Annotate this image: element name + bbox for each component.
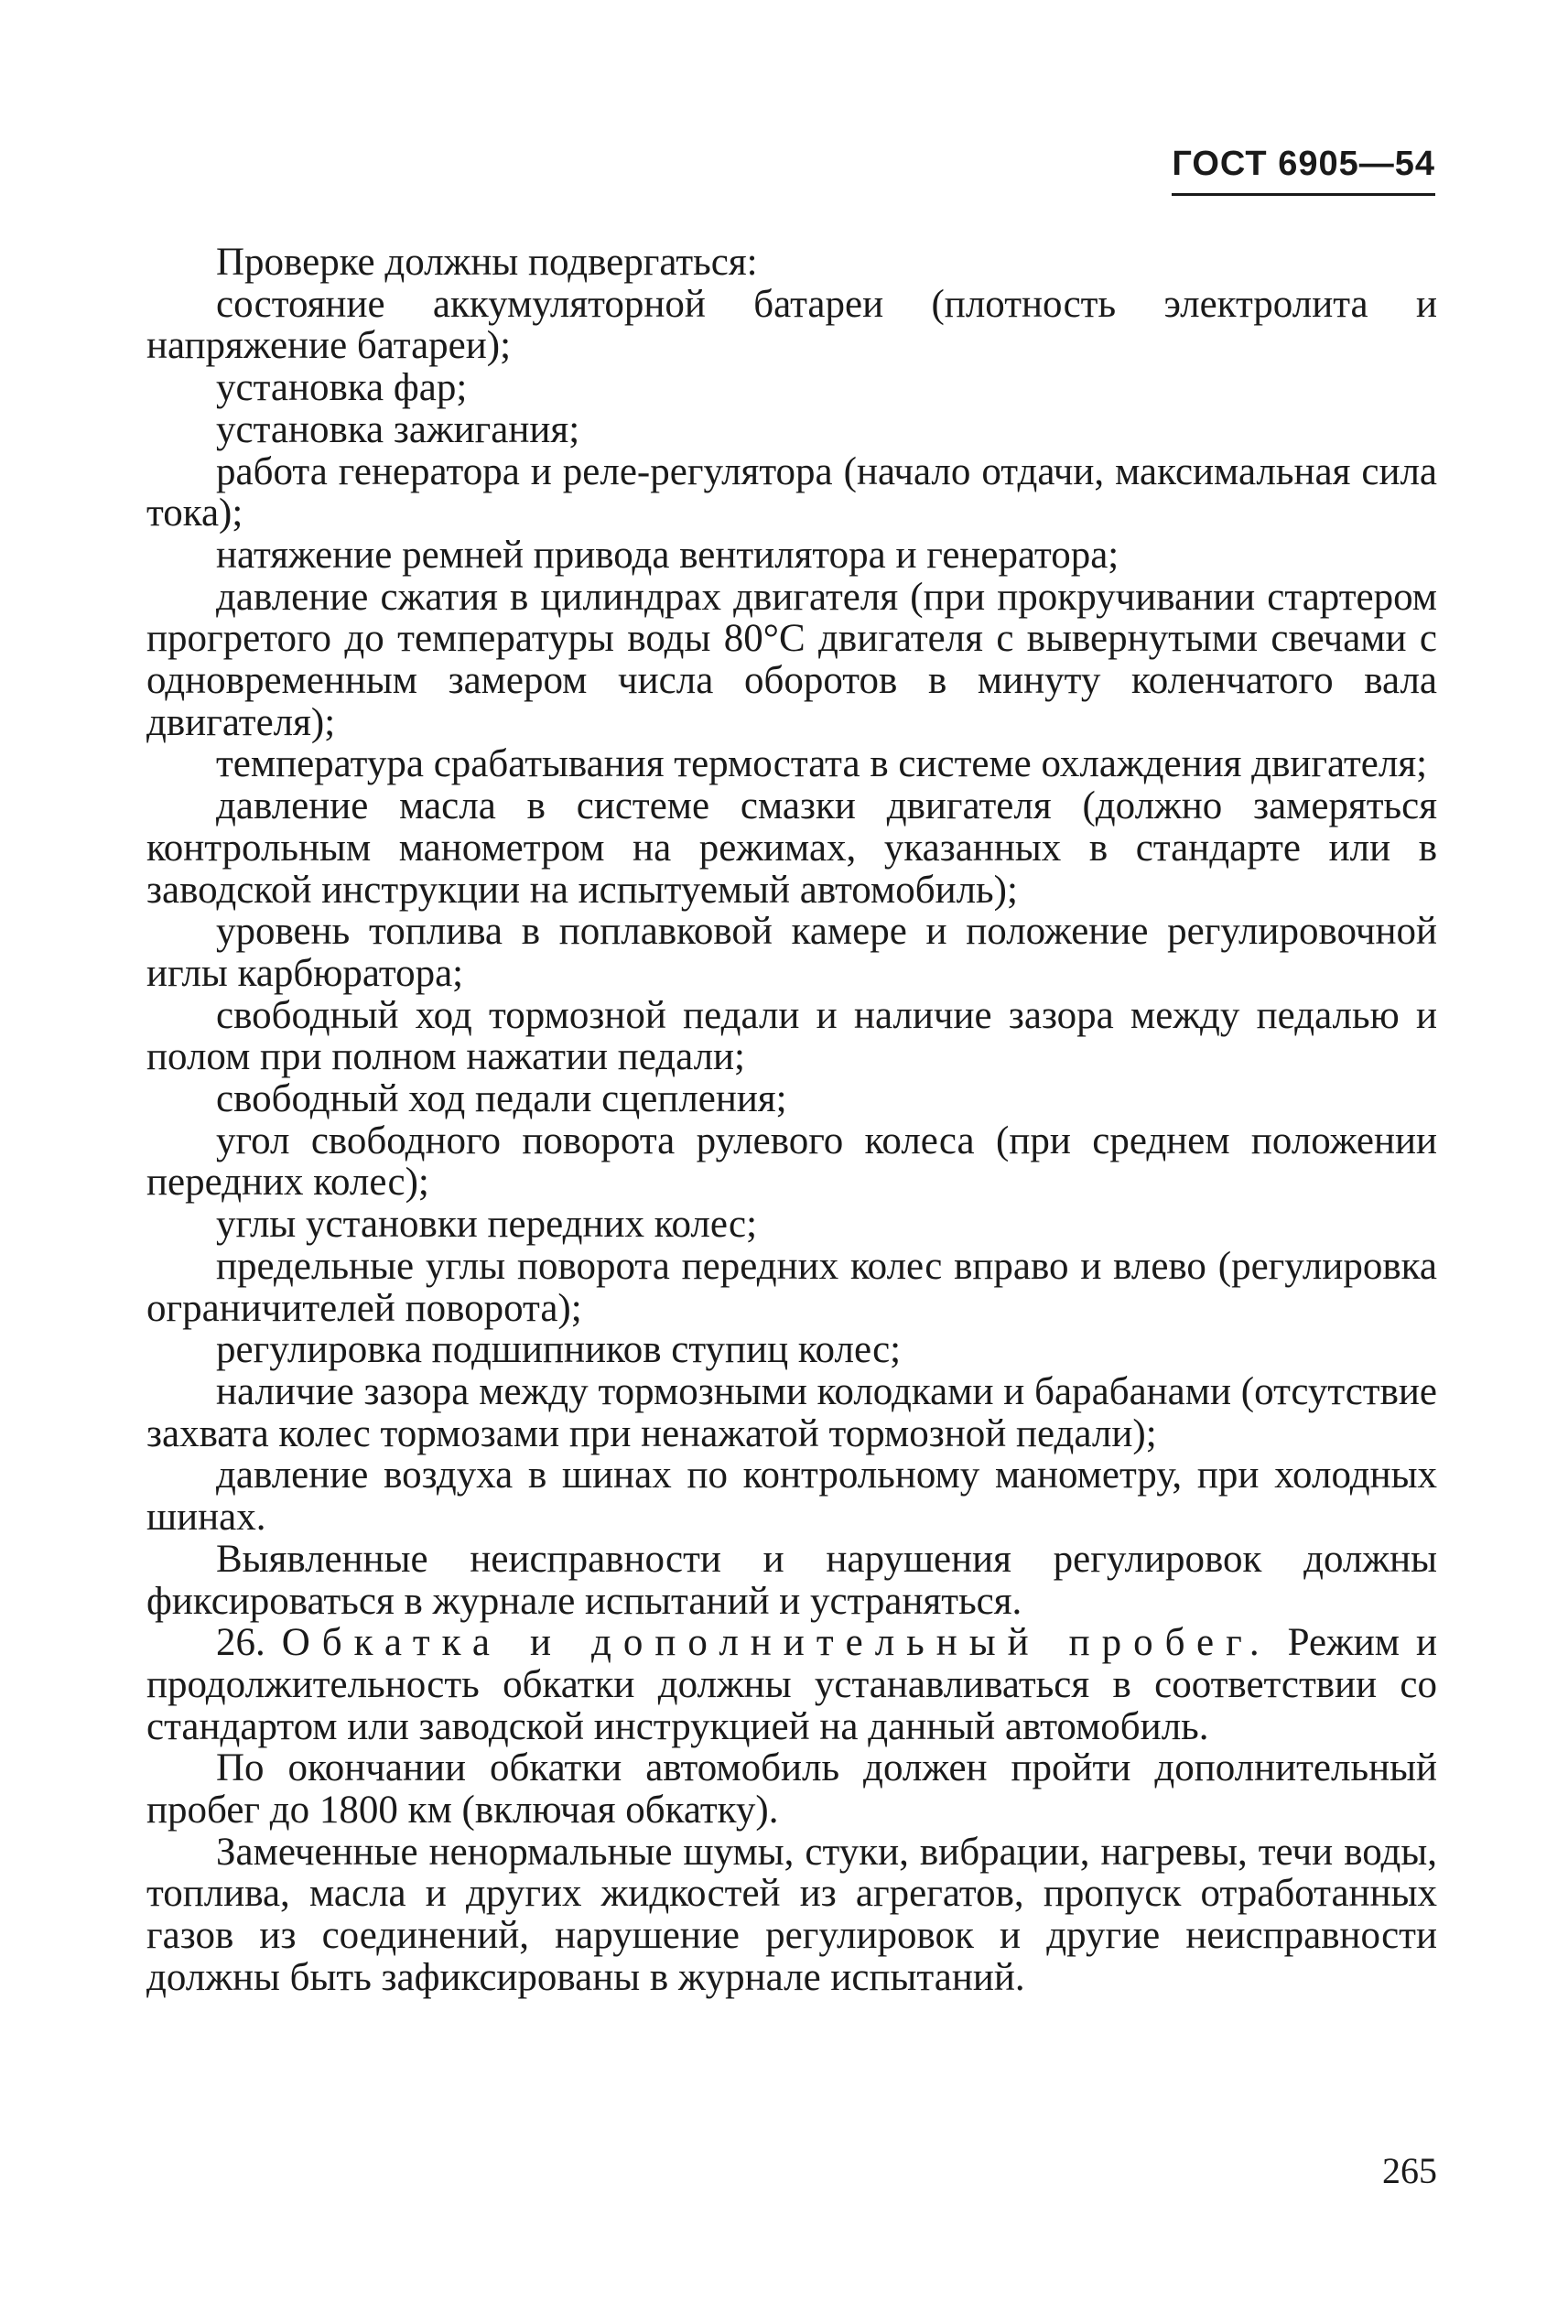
paragraph: давление масла в системе смазки двигателя (должно замеряться контрольным манометром на режимах, указанных в стандарте или в заводской инструкции на испытуемый автомобиль); bbox=[146, 784, 1437, 912]
paragraph: предельные углы поворота передних колес вправо и влево (регулировка ограничителей поворота); bbox=[146, 1244, 1437, 1330]
page-number: 265 bbox=[1382, 2150, 1437, 2191]
paragraph: По окончании обкатки автомобиль должен пройти дополнительный пробег до 1800 км (включая обкатку). bbox=[146, 1746, 1437, 1832]
section-text: Режим и продолжительность обкатки должны устанавливаться в соответствии со стандартом или заводской инструкцией на данный автомобиль. bbox=[146, 1621, 1437, 1748]
page-header bbox=[1144, 145, 1435, 196]
paragraph: Проверке должны подвергаться: bbox=[216, 241, 758, 284]
paragraph: наличие зазора между тормозными колодками и барабанами (отсутствие захвата колес тормозами при ненажатой тормозной педали); bbox=[146, 1369, 1437, 1455]
paragraph: давление воздуха в шинах по контрольному манометру, при холодных шинах. bbox=[146, 1454, 1437, 1540]
paragraph: Выявленные неисправности и нарушения регулировок должны фиксироваться в журнале испытаний и устраняться. bbox=[146, 1537, 1437, 1623]
paragraph: углы установки передних колес; bbox=[216, 1203, 758, 1247]
gost-code: ГОСТ 6905—54 bbox=[1172, 145, 1435, 196]
paragraph: свободный ход тормозной педали и наличие зазора между педалью и полом при полном нажатии педали; bbox=[146, 993, 1437, 1079]
paragraph: свободный ход педали сцепления; bbox=[216, 1077, 787, 1121]
paragraph: установка зажигания; bbox=[216, 407, 580, 451]
section-heading: Обкатка и дополнительный пробег. bbox=[281, 1621, 1271, 1665]
paragraph: установка фар; bbox=[216, 366, 468, 410]
paragraph: температура срабатывания термостата в системе охлаждения двигателя; bbox=[216, 742, 1428, 786]
paragraph: регулировка подшипников ступиц колес; bbox=[216, 1328, 902, 1372]
paragraph: работа генератора и реле-регулятора (начало отдачи, максимальная сила тока); bbox=[146, 449, 1437, 535]
section-number: 26. bbox=[216, 1621, 265, 1665]
paragraph: давление сжатия в цилиндрах двигателя (при прокручивании стартером прогретого до температуры воды 80°С двигателя с вывернутыми свечами с одновременным замером числа оборотов в минуту коленчатого вала двигателя); bbox=[146, 575, 1437, 744]
paragraph: состояние аккумуляторной батареи (плотность электролита и напряжение батареи); bbox=[146, 282, 1437, 368]
section-paragraph bbox=[146, 1622, 1437, 1747]
paragraph: угол свободного поворота рулевого колеса (при среднем положении передних колес); bbox=[146, 1119, 1437, 1205]
paragraph: Замеченные ненормальные шумы, стуки, вибрации, нагревы, течи воды, топлива, масла и других жидкостей из агрегатов, пропуск отработанных газов из соединений, нарушение регулировок и другие неисправности должны быть зафиксированы в журнале испытаний. bbox=[146, 1830, 1437, 1999]
body-text bbox=[146, 242, 1437, 1999]
paragraph: натяжение ремней привода вентилятора и генератора; bbox=[216, 533, 1119, 577]
paragraph: уровень топлива в поплавковой камере и положение регулировочной иглы карбюратора; bbox=[146, 910, 1437, 995]
